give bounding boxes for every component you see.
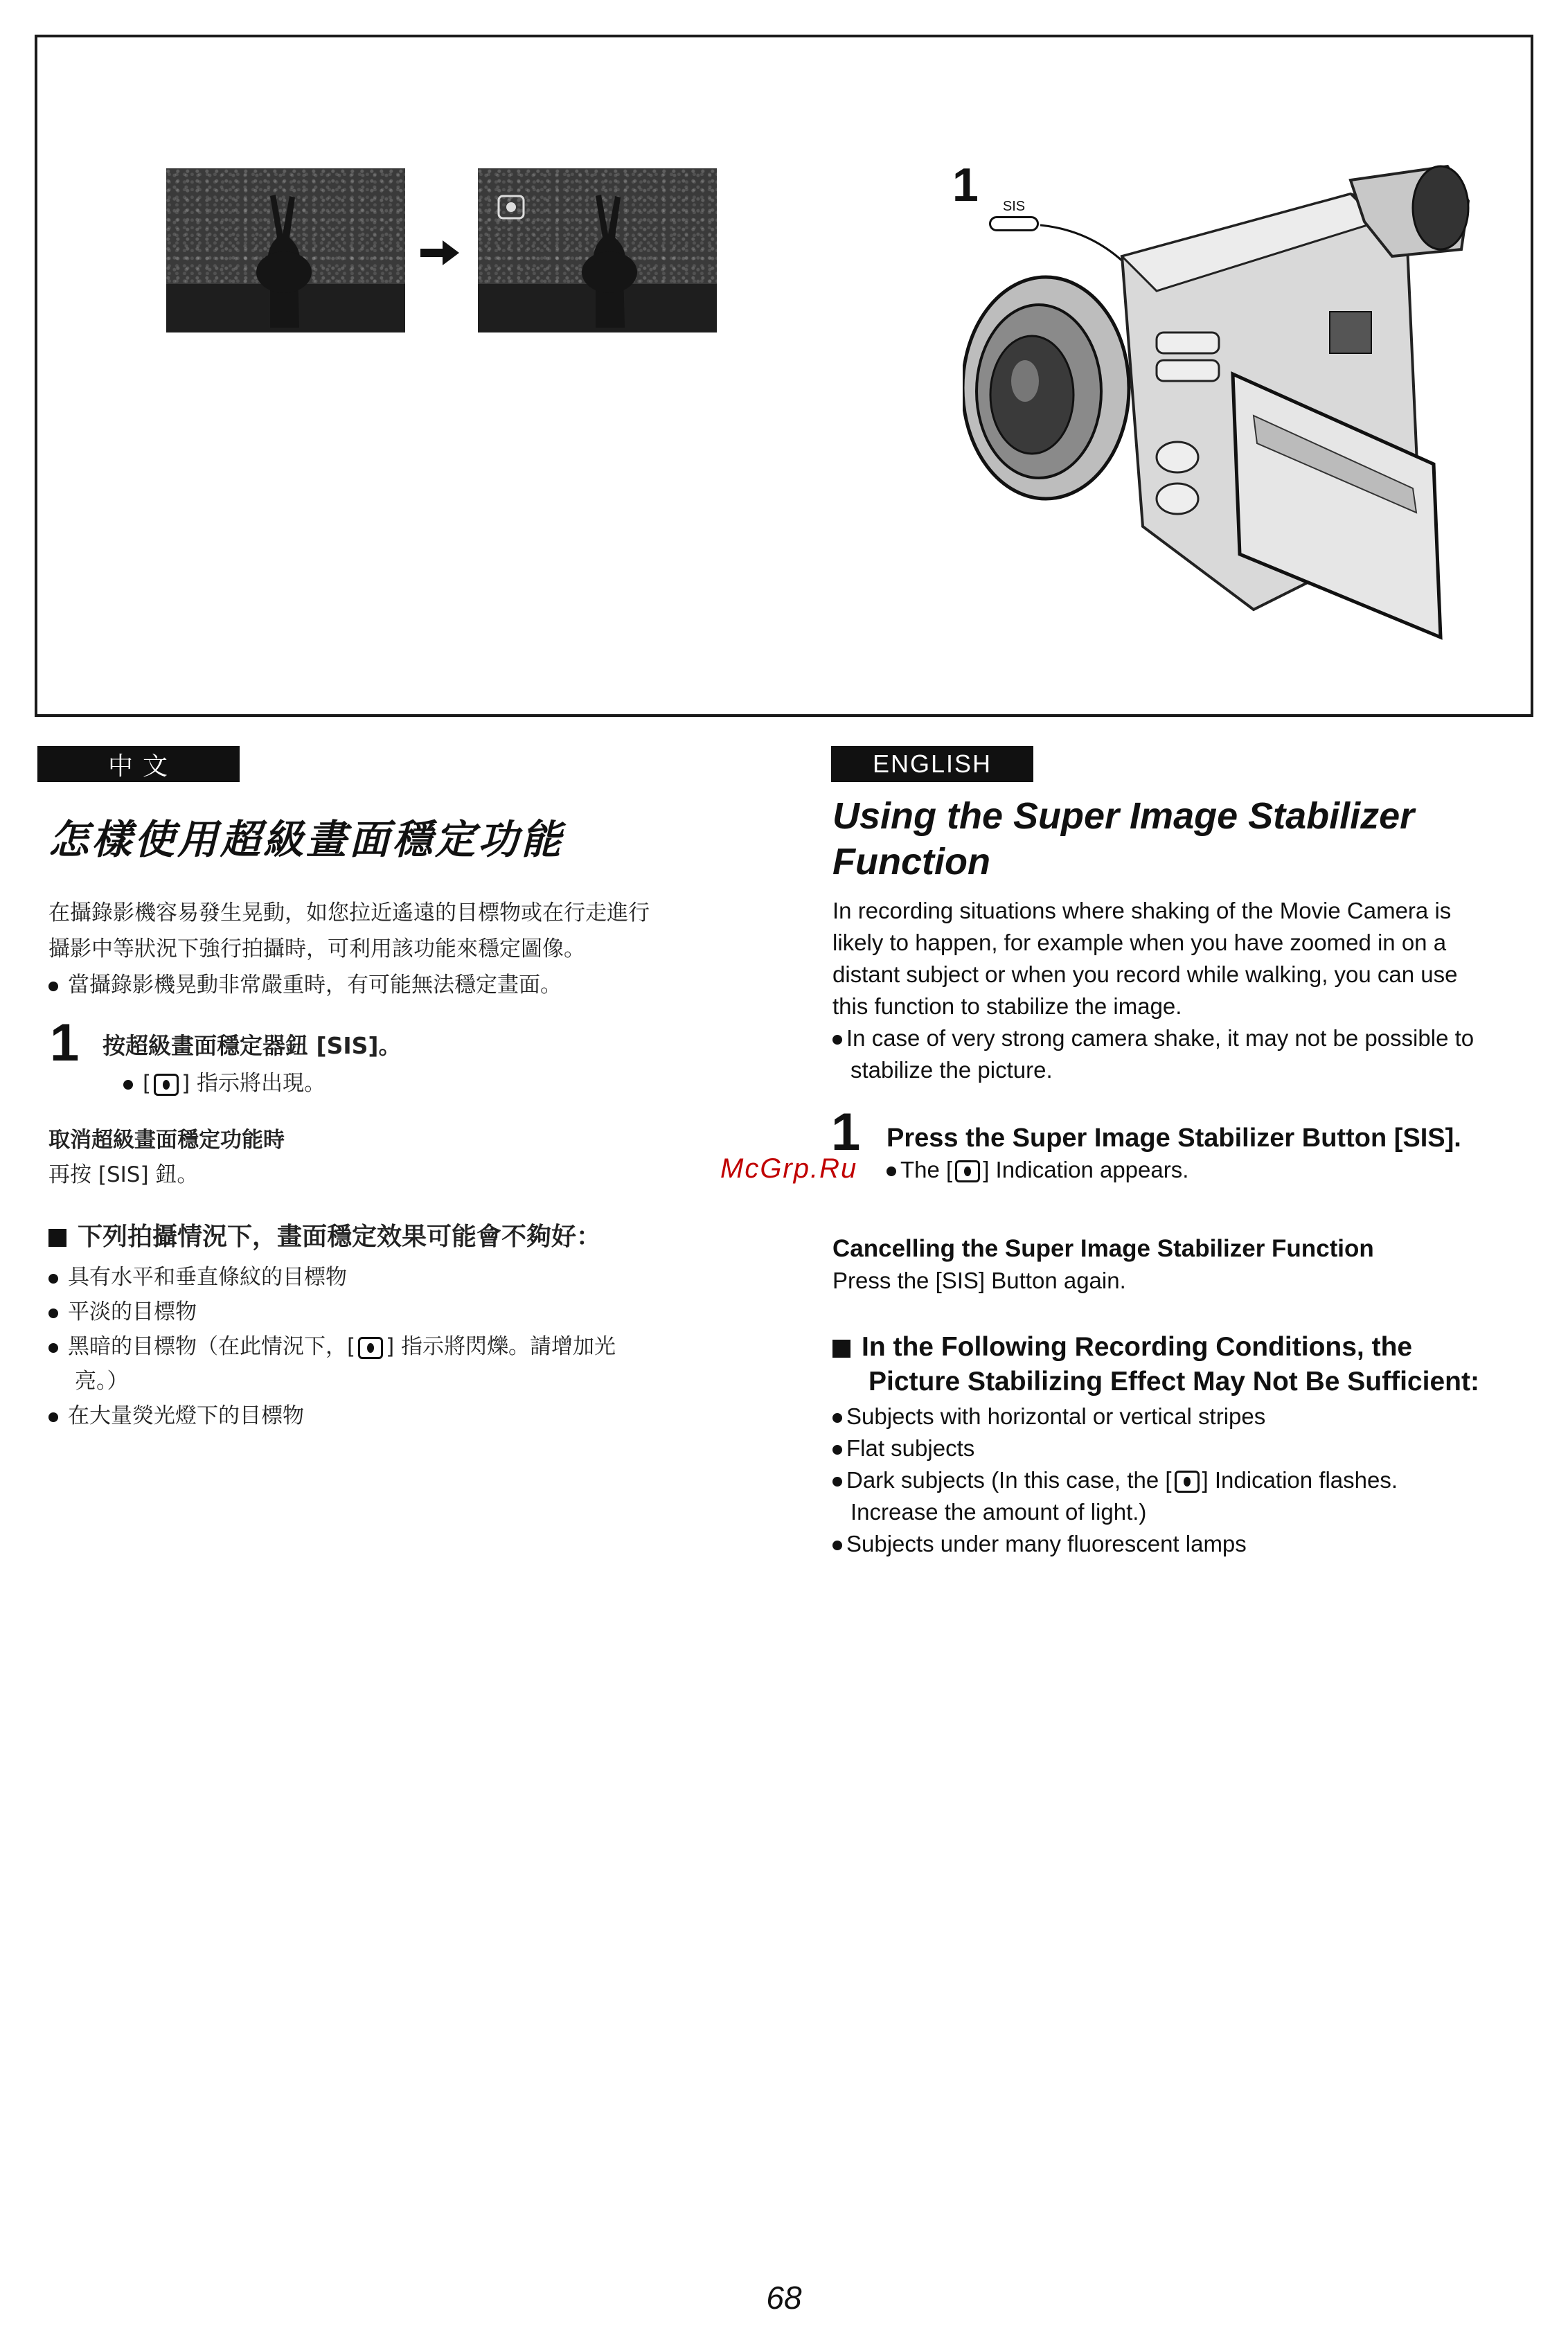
en-intro-line1: In recording situations where shaking of the Movie Camera is [832,898,1452,923]
sis-button-label: SIS [1002,199,1026,214]
en-intro-line4: this function to stabilize the image. [832,993,1182,1019]
en-note-line1 [832,1022,1474,1054]
stabilized-image-after [478,168,717,332]
en-conditions-title-line2: Picture Stabilizing Effect May Not Be Sufficient: [868,1367,1479,1396]
en-step-number: 1 [831,1103,861,1162]
stabilizer-indicator-icon [154,1074,179,1096]
en-intro [832,895,1474,1086]
stabilizer-indicator-icon [499,196,524,218]
en-step-sub-pre: The [ [900,1157,953,1182]
zh-condition-3-post: ] 指示將閃爍。請增加光 [386,1334,616,1359]
en-conditions-list [832,1401,1398,1560]
zh-step-text: 按超級畫面穩定器鈕 [SIS]。 [103,1032,402,1059]
en-note-line2: stabilize the picture. [850,1057,1053,1083]
bullet-icon [48,1274,58,1284]
bullet-icon [48,1412,58,1422]
english-section-tab: ENGLISH [831,746,1033,782]
zh-condition-4-text: 在大量熒光燈下的目標物 [68,1403,304,1428]
en-condition-4-text: Subjects under many fluorescent lamps [846,1531,1247,1556]
bullet-icon [832,1035,842,1045]
shaky-image-before [166,168,405,332]
en-conditions-title [832,1330,1479,1399]
bullet-icon [832,1413,842,1423]
zh-condition-2 [48,1294,197,1330]
en-intro-line2: likely to happen, for example when you have zoomed in on a [832,930,1447,955]
giraffe-silhouette-after [478,168,717,332]
arrow-right-icon [419,239,461,267]
en-condition-2 [832,1432,1398,1464]
en-condition-3-post: ] Indication flashes. [1202,1467,1398,1493]
bullet-icon [48,1343,58,1353]
zh-step-number: 1 [50,1013,80,1072]
zh-step-sub-pre: [ [143,1071,152,1096]
bullet-icon [48,1309,58,1318]
bullet-icon [832,1445,842,1455]
zh-intro-note [48,967,562,1003]
en-step-sub-post: ] Indication appears. [983,1157,1189,1182]
zh-condition-3-line2: 亮。） [75,1369,129,1394]
zh-cancel-text: 再按 [SIS] 鈕。 [48,1162,199,1187]
zh-condition-1-text: 具有水平和垂直條紋的目標物 [68,1265,347,1290]
en-condition-3-line2: Increase the amount of light.) [850,1499,1147,1525]
en-title-line1: Using the Super Image Stabilizer [832,795,1415,837]
zh-intro-line1: 在攝錄影機容易發生晃動，如您拉近遙遠的目標物或在行走進行 [48,901,650,925]
zh-step-sub [123,1065,326,1101]
en-conditions-title-line1 [832,1330,1479,1365]
en-note-line1-text: In case of very strong camera shake, it may not be possible to [846,1025,1475,1051]
en-cancel-title: Cancelling the Super Image Stabilizer Function [832,1235,1374,1262]
en-step-text: Press the Super Image Stabilizer Button [SIS]. [887,1124,1461,1153]
stabilizer-indicator-icon [955,1160,980,1182]
square-bullet-icon [832,1340,850,1358]
bullet-icon [832,1541,842,1550]
step-label-1: 1 [952,159,979,211]
zh-condition-1 [48,1259,347,1295]
bullet-icon [832,1477,842,1487]
en-condition-4 [832,1528,1398,1560]
zh-condition-3 [48,1329,616,1365]
en-step-sub [887,1154,1188,1186]
square-bullet-icon [48,1229,66,1247]
giraffe-silhouette-before [166,168,405,332]
bullet-icon [48,982,58,991]
en-cancel-text: Press the [SIS] Button again. [832,1268,1126,1293]
en-title-line2: Function [832,841,990,882]
zh-intro-line2: 攝影中等狀況下強行拍攝時，可利用該功能來穩定圖像。 [48,937,585,961]
en-condition-1-text: Subjects with horizontal or vertical stripes [846,1403,1266,1429]
bullet-icon [123,1080,133,1090]
bullet-icon [887,1166,896,1176]
zh-title: 怎樣使用超級畫面穩定功能 [48,816,564,863]
en-intro-line3: distant subject or when you record while walking, you can use [832,961,1458,987]
en-condition-3 [832,1464,1398,1496]
zh-cancel-title: 取消超級畫面穩定功能時 [48,1128,285,1153]
en-conditions-title-line1-text: In the Following Recording Conditions, the [862,1332,1413,1362]
watermark: McGrp.Ru [720,1153,858,1184]
zh-conditions-title [48,1219,601,1255]
en-title [832,793,1414,885]
zh-step-sub-post: ] 指示將出現。 [181,1071,326,1096]
zh-intro-note-text: 當攝錄影機晃動非常嚴重時，有可能無法穩定畫面。 [68,973,562,997]
zh-conditions-title-text: 下列拍攝情況下，畫面穩定效果可能會不夠好： [78,1223,602,1251]
en-condition-2-text: Flat subjects [846,1435,975,1461]
zh-condition-3-pre: 黑暗的目標物（在此情況下，[ [68,1334,356,1359]
zh-condition-4 [48,1398,304,1434]
en-condition-1 [832,1401,1398,1432]
stabilizer-indicator-icon [358,1337,383,1359]
zh-condition-2-text: 平淡的目標物 [68,1299,197,1324]
en-condition-3-pre: Dark subjects (In this case, the [ [846,1467,1172,1493]
camcorder-drawing [963,139,1475,665]
stabilizer-indicator-icon [1175,1471,1200,1493]
page-number: 68 [766,2280,802,2316]
chinese-section-tab: 中 文 [37,746,240,782]
